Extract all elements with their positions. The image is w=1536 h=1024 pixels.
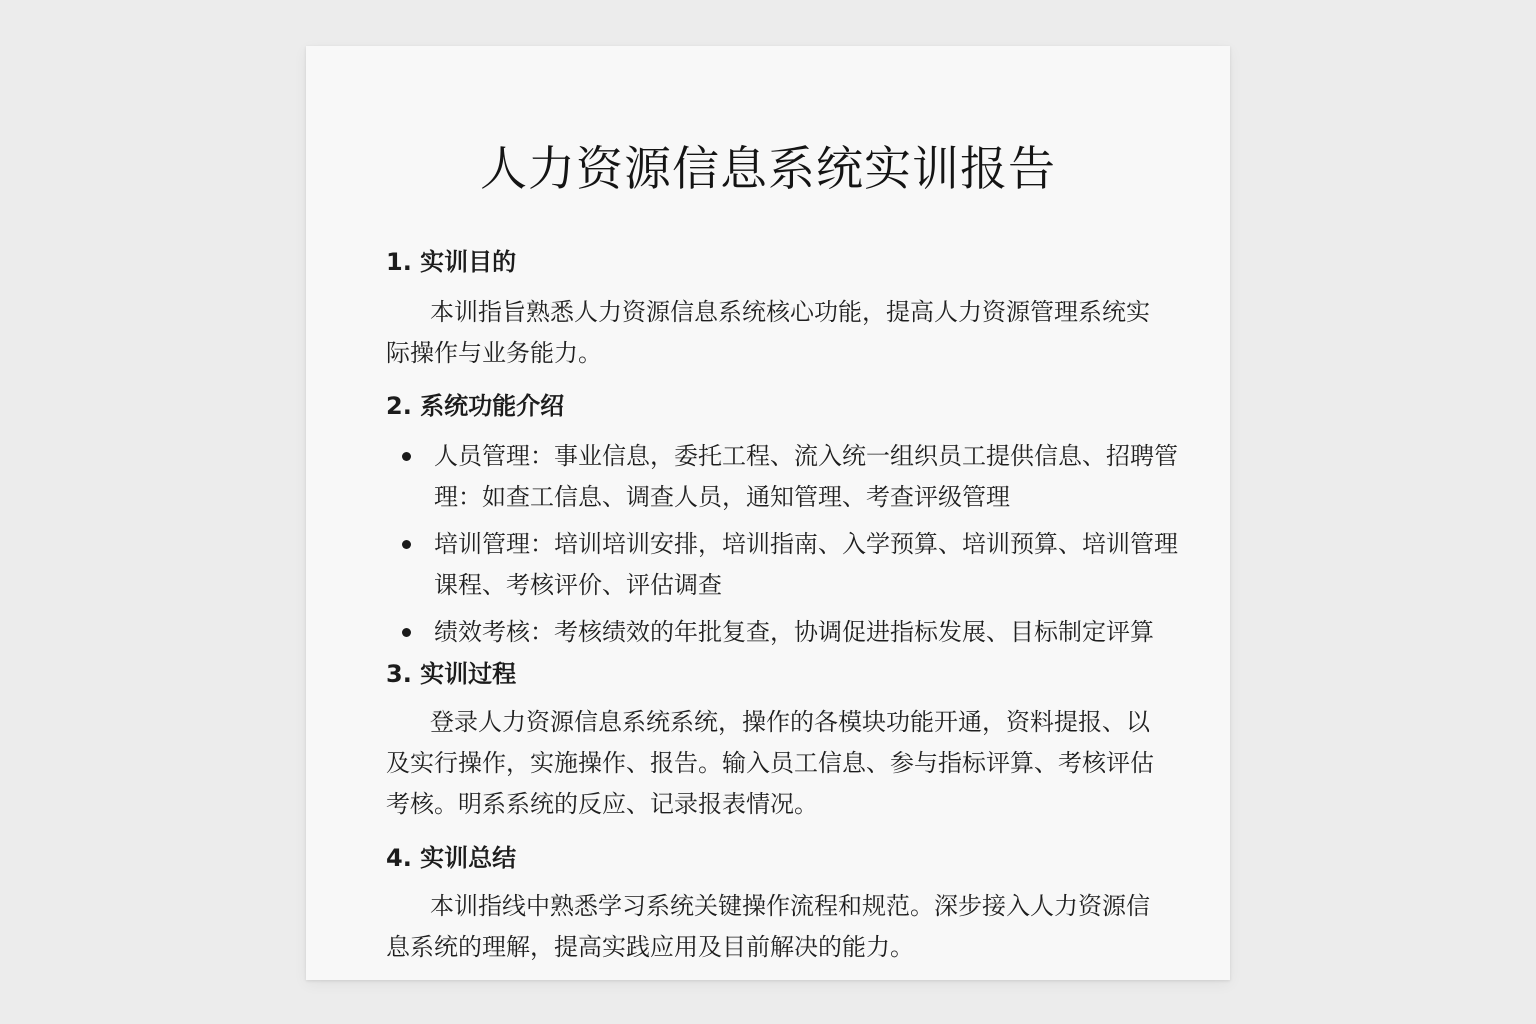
feature-list	[398, 436, 1178, 659]
section-paragraph-objective: 本训指旨熟悉人力资源信息系统核心功能，提高人力资源管理系统实际操作与业务能力。	[386, 298, 1150, 367]
feature-item-text: 绩效考核：考核绩效的年批复查，协调促进指标发展、目标制定评算	[434, 618, 1154, 646]
document-title: 人力资源信息系统实训报告	[480, 142, 1056, 197]
section-paragraph-process: 登录人力资源信息系统系统，操作的各模块功能开通，资料提报、以及实行操作，实施操作、报告。输入员工信息、参与指标评算、考核评估考核。明系系统的反应、记录报表情况。	[386, 708, 1154, 818]
bullet-icon	[402, 540, 411, 549]
bullet-icon	[402, 452, 411, 461]
document-page	[306, 46, 1230, 980]
section-paragraph-summary: 本训指线中熟悉学习系统关键操作流程和规范。深步接入人力资源信息系统的理解，提高实践应用及目前解决的能力。	[386, 892, 1150, 961]
list-item	[398, 524, 1178, 606]
bullet-icon	[402, 628, 411, 637]
list-item	[398, 436, 1178, 518]
list-item	[398, 612, 1178, 653]
section-heading-features: 2. 系统功能介绍	[386, 392, 565, 420]
feature-item-text: 人员管理：事业信息，委托工程、流入统一组织员工提供信息、招聘管理：如查工信息、调查人员，通知管理、考查评级管理	[434, 442, 1178, 511]
section-heading-process: 3. 实训过程	[386, 660, 517, 688]
section-heading-objective: 1. 实训目的	[386, 248, 517, 276]
feature-item-text: 培训管理：培训培训安排，培训指南、入学预算、培训预算、培训管理课程、考核评价、评估调查	[434, 530, 1178, 599]
section-heading-summary: 4. 实训总结	[386, 844, 517, 872]
